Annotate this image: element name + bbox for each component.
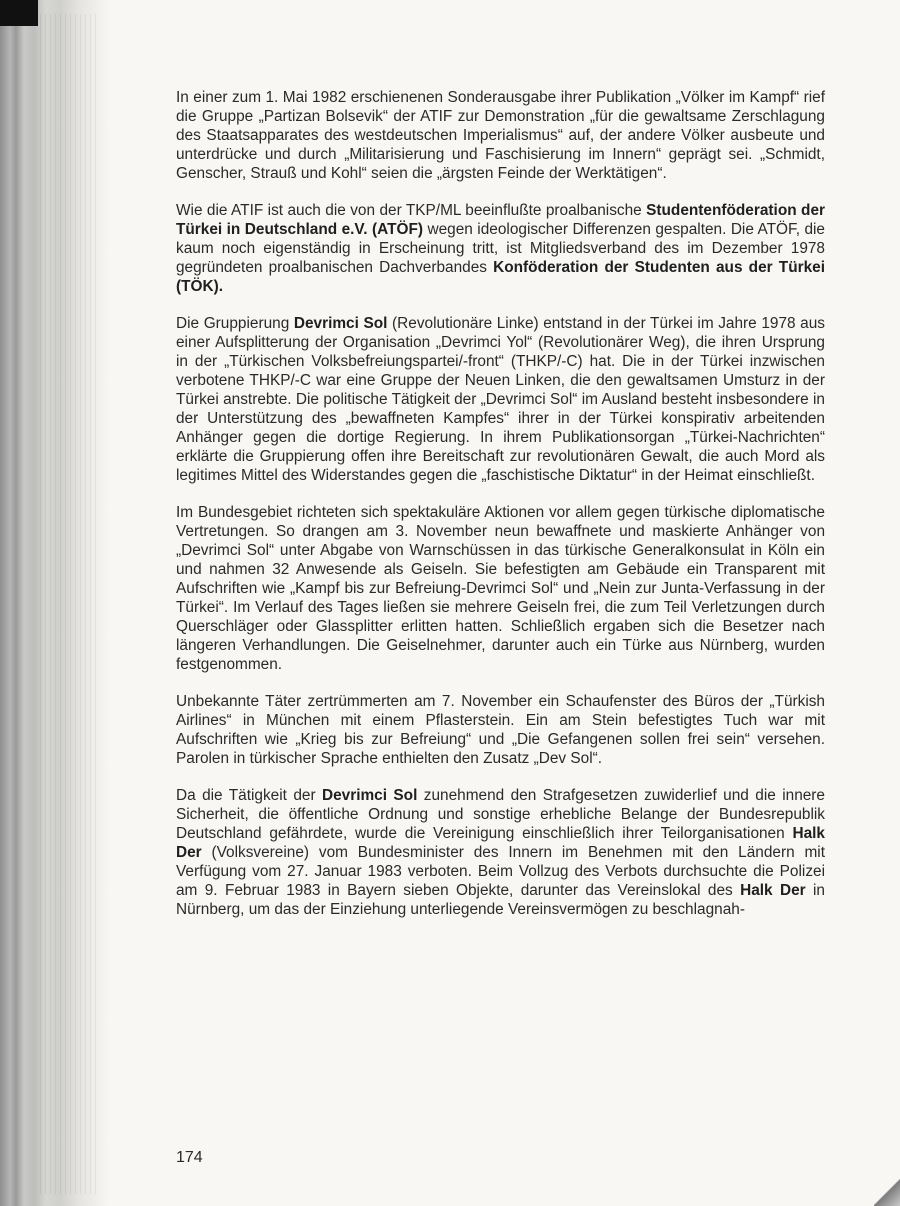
bold-term: Halk Der xyxy=(176,825,825,861)
body-text xyxy=(176,88,825,937)
bold-term: Halk Der xyxy=(740,882,806,899)
paragraph xyxy=(176,88,825,183)
scan-edge-mark xyxy=(0,0,38,26)
text-run: Unbekannte Täter zertrümmerten am 7. November ein Schaufenster des Büros der „Türkish Airlines“ in München mit einem Pflasterstein. Ein am Stein befestigtes Tuch war mit Aufschriften wie „Krieg bis zur Befreiung“ und „Die Gefangenen sollen frei sein“ versehen. Parolen in türkischer Sprache enthielten den Zusatz „Dev Sol“. xyxy=(176,693,825,767)
bold-term: Studentenföderation der Türkei in Deutschland e.V. (ATÖF) xyxy=(176,202,825,238)
bold-term: Devrimci Sol xyxy=(321,787,418,804)
text-run: wegen ideologischer Differenzen gespalten. Die ATÖF, die kaum noch eigenständig in Erscheinung tritt, ist Mitgliedsverband des im Dezember 1978 gegründeten proalbanischen Dachverbandes xyxy=(176,221,825,276)
paragraph xyxy=(176,503,825,674)
paragraph xyxy=(176,692,825,768)
gutter-shading xyxy=(40,14,100,1194)
page-number: 174 xyxy=(176,1149,203,1166)
paragraph xyxy=(176,201,825,296)
text-run: Wie die ATIF ist auch die von der TKP/ML beeinflußte proalbanische xyxy=(176,202,647,219)
text-run: Die Gruppierung xyxy=(176,315,294,332)
binding-gutter xyxy=(0,0,110,1206)
text-run: In einer zum 1. Mai 1982 erschienenen Sonderausgabe ihrer Publikation „Völker im Kampf“ rief die Gruppe „Partizan Bolsevik“ der ATIF zur Demonstration „für die gewaltsame Zerschlagung des Staatsapparates des westdeutschen Imperialismus“ auf, der andere Völker ausbeute und unterdrücke und durch „Militarisierung und Faschisierung im Innern“ geprägt sei. „Schmidt, Genscher, Strauß und Kohl“ seien die „ärgsten Feinde der Werktätigen“. xyxy=(176,89,825,182)
paragraph xyxy=(176,314,825,485)
text-run: Da die Tätigkeit der xyxy=(176,787,322,804)
text-run: (Revolutionäre Linke) entstand in der Türkei im Jahre 1978 aus einer Aufsplitterung der Organisation „Devrimci Yol“ (Revolutionärer Weg), die ihren Ursprung in der „Türkischen Volksbefreiungspartei/-front“ (THKP/-C) hat. Die in der Türkei inzwischen verbotene THKP/-C war eine Gruppe der Neuen Linken, die den gewaltsamen Umsturz in der Türkei anstrebte. Die politische Tätigkeit der „Devrimci Sol“ im Ausland besteht insbesondere in der Unterstützung des „bewaffneten Kampfes“ ihrer in der Türkei konspirativ arbeitenden Anhänger gegen die dortige Regierung. In ihrem Publikationsorgan „Türkei-Nachrichten“ erklärte die Gruppierung offen ihre Bereitschaft zur revolutionären Gewalt, die auch Mord als legitimes Mittel des Widerstandes gegen die „faschistische Diktatur“ in der Heimat einschließt. xyxy=(176,315,825,484)
paragraph xyxy=(176,786,825,919)
scan-corner-mark xyxy=(874,1170,900,1206)
text-run: zunehmend den Strafgesetzen zuwiderlief und die innere Sicherheit, die öffentliche Ordnung und sonstige erhebliche Belange der Bundesrepublik Deutschland gefährdete, wurde die Vereinigung einschließlich ihrer Teilorganisationen xyxy=(176,787,825,842)
text-run: Im Bundesgebiet richteten sich spektakuläre Aktionen vor allem gegen türkische diplomatische Vertretungen. So drangen am 3. November neun bewaffnete und maskierte Anhänger von „Devrimci Sol“ unter Abgabe von Warnschüssen in das türkische Generalkonsulat in Köln ein und nahmen 32 Anwesende als Geiseln. Sie befestigten am Gebäude ein Transparent mit Aufschriften wie „Kampf bis zur Befreiung-Devrimci Sol“ und „Nein zur Junta-Verfassung in der Türkei“. Im Verlauf des Tages ließen sie mehrere Geiseln frei, die zum Teil Verletzungen durch Querschläger oder Glassplitter erlitten hatten. Schließlich ergaben sich die Besetzer nach längeren Verhandlungen. Die Geiselnehmer, darunter auch ein Türke aus Nürnberg, wurden festgenommen. xyxy=(176,504,825,673)
bold-term: Devrimci Sol xyxy=(293,315,388,332)
text-run: in Nürnberg, um das der Einziehung unterliegende Vereinsvermögen zu beschlagnah- xyxy=(176,882,825,918)
text-run: (Volksvereine) vom Bundesminister des Innern im Benehmen mit den Ländern mit Verfügung vom 27. Januar 1983 verboten. Beim Vollzug des Verbots durchsuchte die Polizei am 9. Februar 1983 in Bayern sieben Objekte, darunter das Vereinslokal des xyxy=(176,844,825,899)
bold-term: Konföderation der Studenten aus der Türkei (TÖK). xyxy=(176,259,825,295)
